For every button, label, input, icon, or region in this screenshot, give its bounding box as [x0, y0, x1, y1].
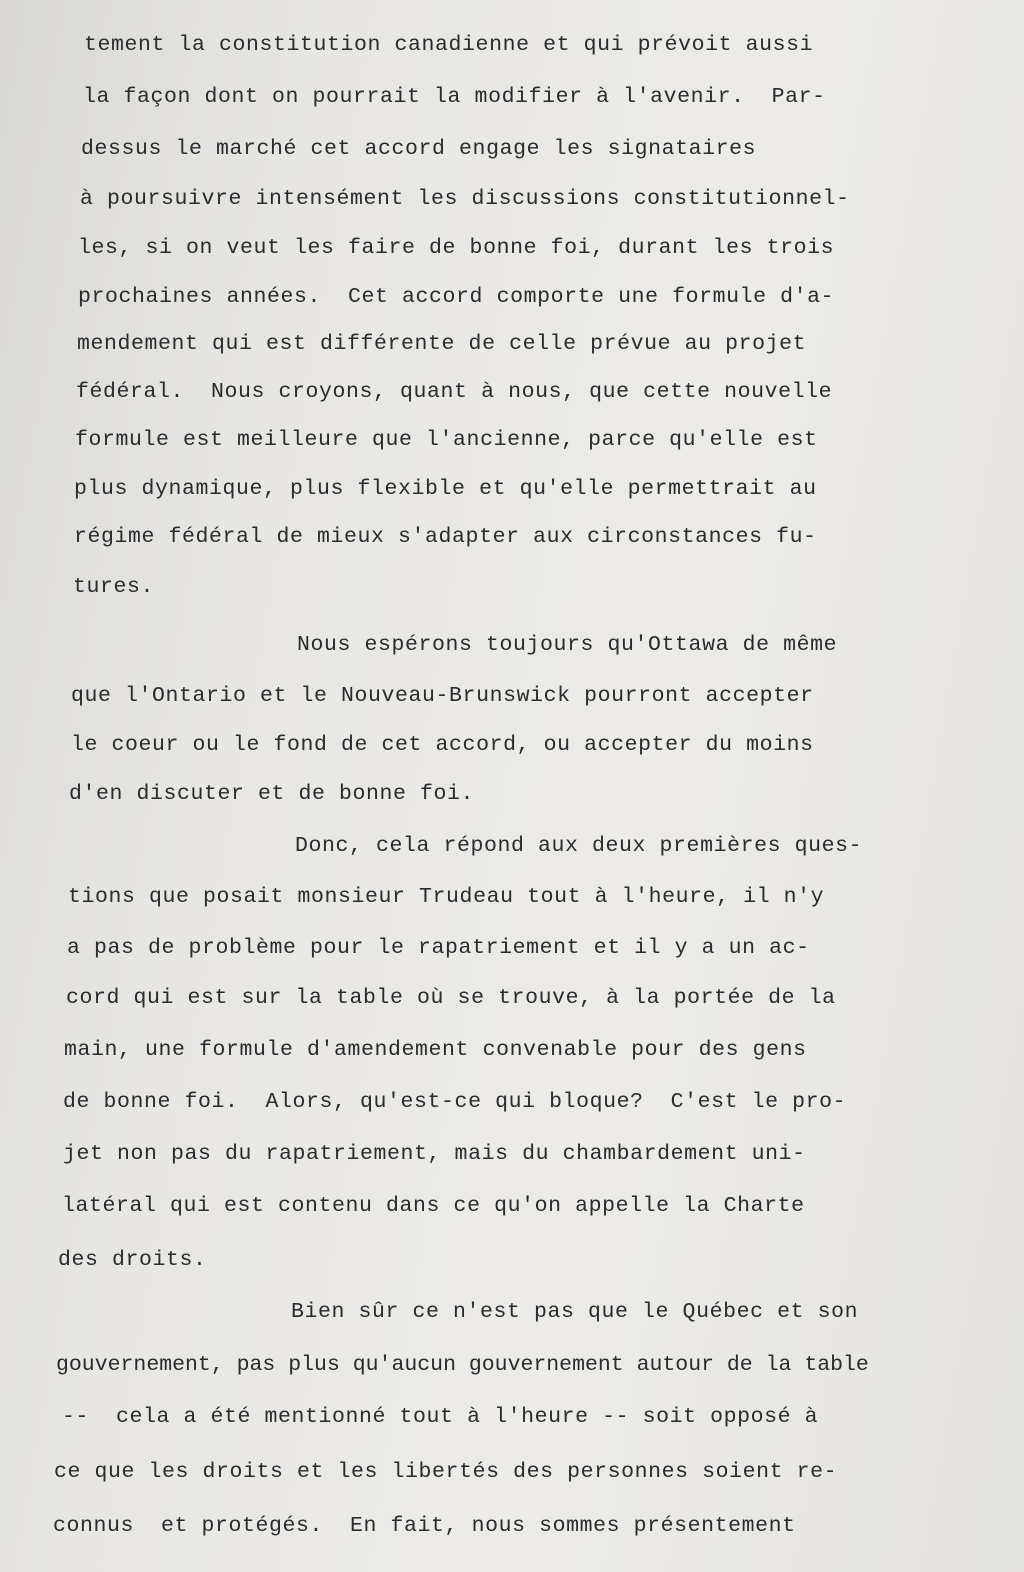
text-line: prochaines années. Cet accord comporte une formule d'a-: [78, 285, 835, 309]
text-line: fédéral. Nous croyons, quant à nous, que cette nouvelle: [76, 380, 833, 404]
text-line: des droits.: [58, 1248, 207, 1272]
text-line: ce que les droits et les libertés des personnes soient re-: [54, 1460, 838, 1484]
text-line: plus dynamique, plus flexible et qu'elle permettrait au: [74, 477, 817, 501]
text-line: régime fédéral de mieux s'adapter aux circonstances fu-: [74, 525, 817, 549]
text-line: de bonne foi. Alors, qu'est-ce qui bloque? C'est le pro-: [63, 1090, 847, 1114]
text-line: le coeur ou le fond de cet accord, ou accepter du moins: [71, 733, 814, 757]
text-line: latéral qui est contenu dans ce qu'on appelle la Charte: [62, 1194, 805, 1218]
text-line: que l'Ontario et le Nouveau-Brunswick pourront accepter: [71, 684, 814, 708]
text-line: Bien sûr ce n'est pas que le Québec et son: [291, 1300, 859, 1324]
text-line: formule est meilleure que l'ancienne, parce qu'elle est: [75, 428, 818, 452]
text-line: tions que posait monsieur Trudeau tout à l'heure, il n'y: [68, 885, 825, 909]
text-line: mendement qui est différente de celle prévue au projet: [77, 332, 807, 356]
text-line: d'en discuter et de bonne foi.: [69, 782, 475, 806]
text-line: gouvernement, pas plus qu'aucun gouvernement autour de la table: [56, 1353, 869, 1377]
text-line: cord qui est sur la table où se trouve, à la portée de la: [66, 986, 836, 1010]
text-line: dessus le marché cet accord engage les signataires: [81, 137, 757, 161]
text-line: -- cela a été mentionné tout à l'heure -- soit opposé à: [62, 1405, 819, 1429]
text-line: main, une formule d'amendement convenable pour des gens: [64, 1038, 807, 1062]
text-line: jet non pas du rapatriement, mais du chambardement uni-: [63, 1142, 806, 1166]
text-line: tures.: [73, 575, 155, 599]
text-line: connus et protégés. En fait, nous sommes présentement: [53, 1514, 796, 1538]
text-line: la façon dont on pourrait la modifier à l'avenir. Par-: [83, 85, 826, 109]
text-line: à poursuivre intensément les discussions constitutionnel-: [80, 187, 850, 211]
text-line: a pas de problème pour le rapatriement et il y a un ac-: [67, 936, 810, 960]
text-line: tement la constitution canadienne et qui prévoit aussi: [84, 33, 814, 57]
text-line: les, si on veut les faire de bonne foi, durant les trois: [78, 236, 835, 260]
text-line: Nous espérons toujours qu'Ottawa de même: [297, 633, 838, 657]
text-line: Donc, cela répond aux deux premières ques-: [295, 834, 863, 858]
